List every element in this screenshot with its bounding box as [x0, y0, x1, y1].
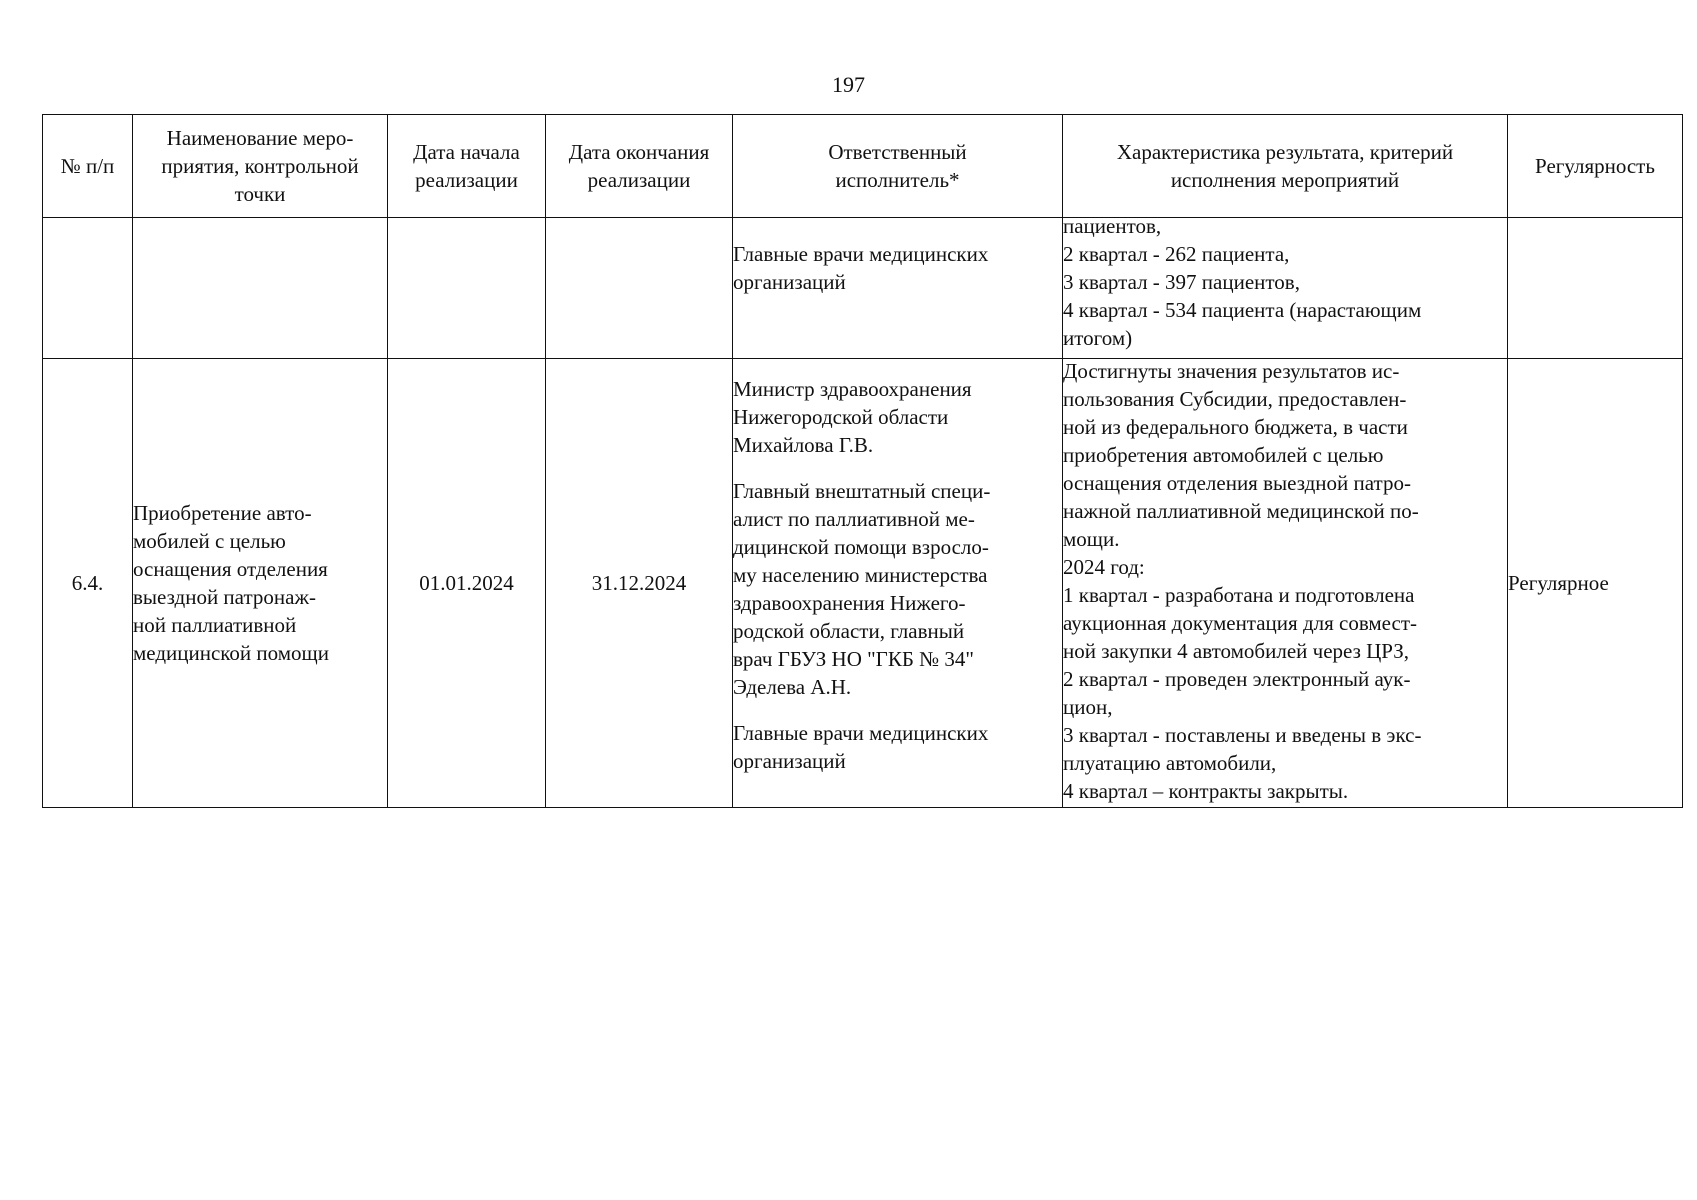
header-line: реализации	[415, 168, 518, 192]
cell-name	[133, 218, 388, 359]
header-line: точки	[234, 182, 286, 206]
text-line: итогом)	[1063, 326, 1133, 350]
cell-end-date: 31.12.2024	[546, 359, 733, 808]
text-line: 3 квартал - поставлены и введены в экс-	[1063, 723, 1422, 747]
cell-result	[1063, 359, 1508, 808]
text-line: Министр здравоохранения	[733, 377, 972, 401]
text-line: ной паллиативной	[133, 613, 297, 637]
text-line: дицинской помощи взросло-	[733, 535, 989, 559]
text-line: здравоохранения Нижего-	[733, 591, 966, 615]
header-name	[133, 115, 388, 218]
header-responsible	[733, 115, 1063, 218]
cell-responsible	[733, 218, 1063, 359]
header-line: исполнитель*	[835, 168, 960, 192]
cell-num: 6.4.	[43, 359, 133, 808]
header-line: Ответственный	[828, 140, 967, 164]
header-line: Характеристика результата, критерий	[1116, 140, 1454, 164]
text-line: ной закупки 4 автомобилей через ЦРЗ,	[1063, 639, 1410, 663]
text-line: 2 квартал - проведен электронный аук-	[1063, 667, 1411, 691]
table-row-6-4	[43, 359, 1683, 808]
text-line: оснащения отделения	[133, 557, 328, 581]
measures-table	[42, 114, 1683, 808]
text-line: пациентов,	[1063, 214, 1162, 238]
text-line: Нижегородской области	[733, 405, 949, 429]
text-line: Эделева А.Н.	[733, 675, 852, 699]
cell-regularity	[1508, 218, 1683, 359]
table-row-continuation	[43, 218, 1683, 359]
text-line: 3 квартал - 397 пациентов,	[1063, 270, 1300, 294]
result-block	[1063, 357, 1507, 805]
text-line: родской области, главный	[733, 619, 965, 643]
table-header-row	[43, 115, 1683, 218]
text-line: 2 квартал - 262 пациента,	[1063, 242, 1290, 266]
cell-num	[43, 218, 133, 359]
text-line: организаций	[733, 749, 846, 773]
responsible-block	[733, 218, 1062, 296]
text-line: му населению министерства	[733, 563, 988, 587]
text-line: плуатацию автомобили,	[1063, 751, 1277, 775]
cell-responsible	[733, 359, 1063, 808]
page-number: 197	[832, 72, 865, 97]
text-line: мощи.	[1063, 527, 1120, 551]
text-line: мобилей с целью	[133, 529, 286, 553]
text-line: Главный внештатный специ-	[733, 479, 991, 503]
cell-name	[133, 359, 388, 808]
header-start-date	[388, 115, 546, 218]
header-regularity	[1508, 115, 1683, 218]
header-line: реализации	[587, 168, 691, 192]
text-line: организаций	[733, 270, 846, 294]
text-line: 2024 год:	[1063, 555, 1145, 579]
header-line: исполнения мероприятий	[1170, 168, 1400, 192]
text-line: аукционная документация для совмест-	[1063, 611, 1418, 635]
text-line: цион,	[1063, 695, 1113, 719]
text-line: оснащения отделения выездной патро-	[1063, 471, 1411, 495]
header-end-date	[546, 115, 733, 218]
cell-result	[1063, 214, 1508, 359]
header-line: Наименование меро-	[166, 126, 354, 150]
cell-start-date: 01.01.2024	[388, 359, 546, 808]
header-line: № п/п	[60, 154, 115, 178]
header-line: Регулярность	[1535, 154, 1655, 178]
text-line: алист по паллиативной ме-	[733, 507, 975, 531]
text-line: пользования Субсидии, предоставлен-	[1063, 387, 1407, 411]
text-line: врач ГБУЗ НО "ГКБ № 34"	[733, 647, 974, 671]
responsible-block	[733, 359, 1062, 775]
text-line: 4 квартал - 534 пациента (нарастающим	[1063, 298, 1422, 322]
text-line: выездной патронаж-	[133, 585, 316, 609]
text-line: Приобретение авто-	[133, 501, 312, 525]
header-line: приятия, контрольной	[161, 154, 359, 178]
text-line: приобретения автомобилей с целью	[1063, 443, 1384, 467]
paragraph-gap	[733, 459, 1062, 477]
text-line: ной из федерального бюджета, в части	[1063, 415, 1408, 439]
header-num	[43, 115, 133, 218]
header-line: Дата окончания	[568, 140, 710, 164]
text-line: нажной паллиативной медицинской по-	[1063, 499, 1419, 523]
header-line: Дата начала	[413, 140, 520, 164]
text-line: 4 квартал – контракты закрыты.	[1063, 779, 1349, 803]
result-block	[1063, 212, 1507, 352]
text-line: медицинской помощи	[133, 641, 329, 665]
cell-end-date	[546, 218, 733, 359]
text-line: Главные врачи медицинских	[733, 721, 989, 745]
header-result	[1063, 115, 1508, 218]
text-line: 1 квартал - разработана и подготовлена	[1063, 583, 1415, 607]
text-line: Достигнуты значения результатов ис-	[1063, 359, 1400, 383]
cell-start-date	[388, 218, 546, 359]
text-line: Михайлова Г.В.	[733, 433, 874, 457]
paragraph-gap	[733, 701, 1062, 719]
cell-regularity: Регулярное	[1508, 359, 1683, 808]
text-line: Главные врачи медицинских	[733, 242, 989, 266]
